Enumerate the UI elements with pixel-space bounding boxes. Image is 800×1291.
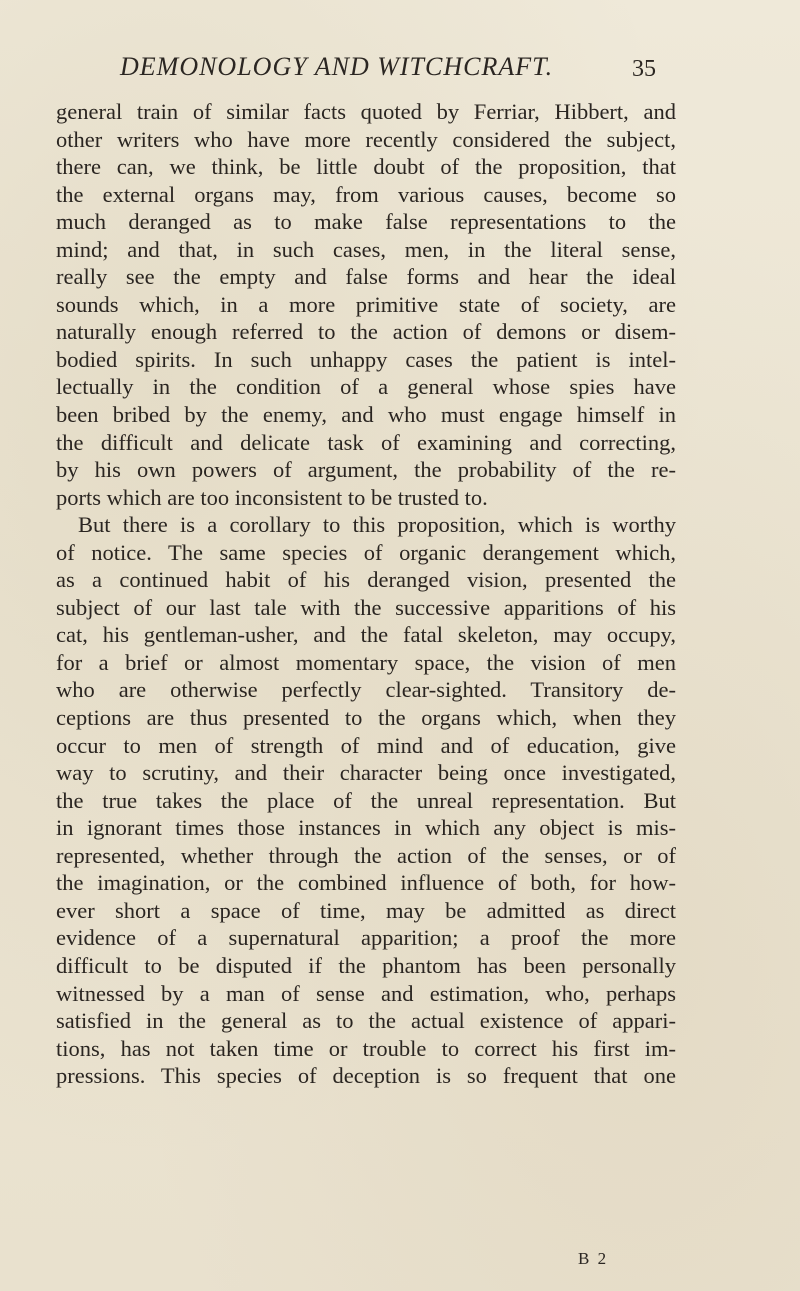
text-line: in ignorant times those instances in which any object is mis- — [56, 815, 676, 841]
text-line: bodied spirits. In such unhappy cases the patient is intel- — [56, 346, 676, 372]
text-line: for a brief or almost momentary space, the vision of men — [56, 649, 676, 675]
text-line: lectually in the condition of a general whose spies have — [56, 374, 676, 400]
page-number: 35 — [632, 56, 656, 82]
text-line: pressions. This species of deception is so frequent that one — [56, 1063, 676, 1089]
text-line: the difficult and delicate task of examining and correcting, — [56, 429, 676, 455]
text-line: really see the empty and false forms and hear the ideal — [56, 264, 676, 290]
text-line: ports which are too inconsistent to be trusted to. — [56, 484, 488, 510]
text-line: the true takes the place of the unreal representation. But — [56, 787, 676, 813]
text-line: the external organs may, from various causes, become so — [56, 181, 676, 207]
text-line: occur to men of strength of mind and of education, give — [56, 732, 676, 758]
text-line: been bribed by the enemy, and who must engage himself in — [56, 402, 676, 428]
text-line: satisfied in the general as to the actual existence of appari- — [56, 1008, 676, 1034]
text-line: naturally enough referred to the action of demons or disem- — [56, 319, 676, 345]
text-line: ceptions are thus presented to the organs which, when they — [56, 705, 676, 731]
text-line: witnessed by a man of sense and estimation, who, perhaps — [56, 980, 676, 1006]
signature-mark: B 2 — [578, 1249, 609, 1268]
text-line: But there is a corollary to this proposition, which is worthy — [78, 512, 676, 538]
text-line: cat, his gentleman-usher, and the fatal skeleton, may occupy, — [56, 622, 676, 648]
text-line: way to scrutiny, and their character being once investigated, — [56, 760, 676, 786]
text-line: who are otherwise perfectly clear-sighted. Transitory de- — [56, 677, 676, 703]
text-line: other writers who have more recently considered the subject, — [56, 126, 676, 152]
text-line: general train of similar facts quoted by Ferriar, Hibbert, and — [56, 99, 676, 124]
text-line: difficult to be disputed if the phantom has been personally — [56, 952, 676, 978]
text-line: sounds which, in a more primitive state of society, are — [56, 291, 676, 317]
text-line: there can, we think, be little doubt of the proposition, that — [56, 154, 676, 180]
text-line: the imagination, or the combined influence of both, for how- — [56, 870, 676, 896]
text-line: tions, has not taken time or trouble to correct his first im- — [56, 1035, 676, 1061]
text-line: evidence of a supernatural apparition; a proof the more — [56, 925, 676, 951]
running-head: DEMONOLOGY AND WITCHCRAFT. — [120, 52, 554, 81]
text-line: by his own powers of argument, the probability of the re- — [56, 457, 676, 483]
text-line: mind; and that, in such cases, men, in the literal sense, — [56, 236, 676, 262]
text-line: of notice. The same species of organic derangement which, — [56, 539, 676, 565]
text-line: much deranged as to make false representations to the — [56, 209, 676, 235]
text-line: as a continued habit of his deranged vision, presented the — [56, 567, 676, 593]
text-line: represented, whether through the action of the senses, or of — [56, 842, 676, 868]
body-text — [56, 98, 676, 1090]
text-line: subject of our last tale with the successive apparitions of his — [56, 594, 676, 620]
text-line: ever short a space of time, may be admitted as direct — [56, 897, 676, 923]
page-header — [0, 50, 800, 90]
